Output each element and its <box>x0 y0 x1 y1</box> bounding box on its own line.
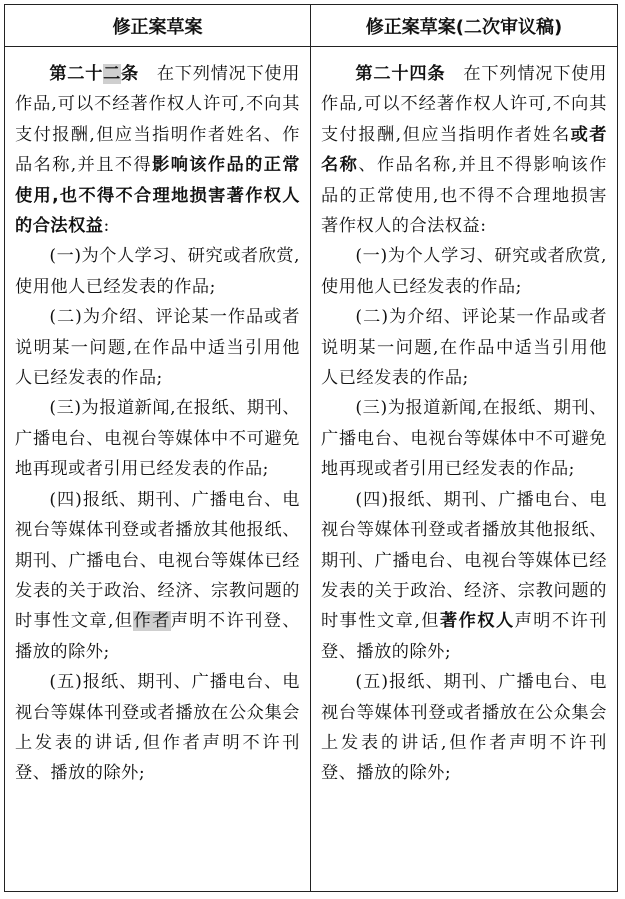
item-4-text-a: (四)报纸、期刊、广播电台、电视台等媒体刊登或者播放其他报纸、期刊、广播电台、电视台等媒体已经发表的关于政治、经济、宗教问题的时事性文章,但 <box>321 489 607 632</box>
item-4-text-b: 声明不许刊登、播放的除外; <box>321 611 607 662</box>
item-4-highlight: 作者 <box>133 611 171 632</box>
intro-bold: 影响该作品的正常使用,也不得不合理地损害著作权人的合法权益 <box>15 155 300 237</box>
intro-end: : <box>103 216 110 237</box>
article-paragraph <box>321 59 607 241</box>
article-paragraph <box>15 59 300 241</box>
item-4-bold: 著作权人 <box>439 611 515 632</box>
article-prefix: 第二十 <box>49 64 104 84</box>
item-4-text-a: (四)报纸、期刊、广播电台、电视台等媒体刊登或者播放其他报纸、期刊、广播电台、电视台等媒体已经发表的关于政治、经济、宗教问题的时事性文章,但 <box>15 489 300 632</box>
item-3: (三)为报道新闻,在报纸、期刊、广播电台、电视台等媒体中不可避免地再现或者引用已经发表的作品; <box>15 398 300 480</box>
item-2: (二)为介绍、评论某一作品或者说明某一问题,在作品中适当引用他人已经发表的作品; <box>15 307 300 389</box>
intro-text: 在下列情况下使用作品,可以不经著作权人许可,不向其支付报酬,但应当指明作者姓名、作品名称,并且不得 <box>15 64 300 176</box>
item-5: (五)报纸、期刊、广播电台、电视台等媒体刊登或者播放在公众集会上发表的讲话,但作者声明不许刊登、播放的除外; <box>321 672 607 784</box>
item-5: (五)报纸、期刊、广播电台、电视台等媒体刊登或者播放在公众集会上发表的讲话,但作者声明不许刊登、播放的除外; <box>15 672 300 784</box>
intro-bold: 或者名称 <box>321 124 607 176</box>
item-2: (二)为介绍、评论某一作品或者说明某一问题,在作品中适当引用他人已经发表的作品; <box>321 307 607 389</box>
item-4 <box>15 485 300 667</box>
item-1: (一)为个人学习、研究或者欣赏,使用他人已经发表的作品; <box>15 246 300 297</box>
item-4 <box>321 485 607 667</box>
right-column <box>311 47 617 891</box>
intro-text-a: 在下列情况下使用作品,可以不经著作权人许可,不向其支付报酬,但应当指明作者姓名 <box>321 64 607 145</box>
article-suffix: 条 <box>121 64 139 84</box>
header-left: 修正案草案 <box>5 5 311 47</box>
item-3: (三)为报道新闻,在报纸、期刊、广播电台、电视台等媒体中不可避免地再现或者引用已经发表的作品; <box>321 398 607 480</box>
article-number: 第二十四条 <box>355 64 446 84</box>
left-column <box>5 47 311 891</box>
article-number <box>49 64 139 84</box>
article-highlight: 二 <box>103 64 122 84</box>
item-4-text-b: 声明不许刊登、播放的除外; <box>15 611 300 662</box>
intro-text-b: 、作品名称,并且不得影响该作品的正常使用,也不得不合理地损害著作权人的合法权益: <box>321 155 607 237</box>
item-1: (一)为个人学习、研究或者欣赏,使用他人已经发表的作品; <box>321 246 607 297</box>
comparison-table <box>4 4 618 892</box>
header-right: 修正案草案(二次审议稿) <box>311 5 617 47</box>
